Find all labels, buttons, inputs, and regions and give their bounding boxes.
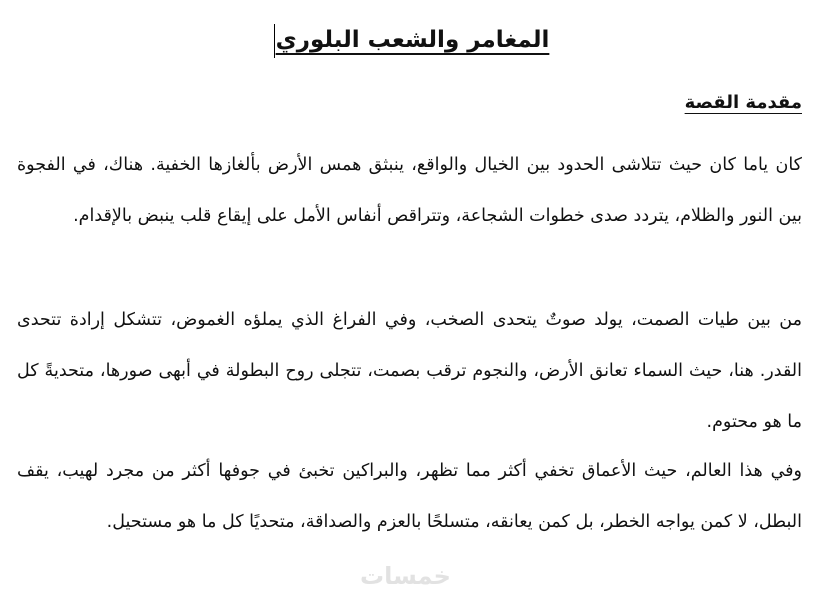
section-heading: مقدمة القصة [684, 92, 802, 113]
paragraph-1: كان ياما كان حيث تتلاشى الحدود بين الخيال والواقع، ينبثق همس الأرض بألغازها الخفية. هناك، في الفجوة بين النور والظلام، يتردد صدى خطوات الشجاعة، وتتراقص أنفاس الأمل على إيقاع قلب ينبض بالإقدام. [17, 155, 802, 226]
document-title[interactable] [0, 22, 823, 58]
text-cursor [274, 24, 275, 58]
paragraph-2: من بين طيات الصمت، يولد صوتٌ يتحدى الصخب، وفي الفراغ الذي يملؤه الغموض، تتشكل إرادة تتحدى القدر. هنا، حيث السماء تعانق الأرض، والنجوم ترقب بصمت، تتجلى روح البطولة في أبهى صورها، متحديةً كل ما هو محتوم. [17, 310, 802, 432]
paragraph-3: وفي هذا العالم، حيث الأعماق تخفي أكثر مما تظهر، والبراكين تخبئ في جوفها أكثر من مجرد لهيب، يقف البطل، لا كمن يواجه الخطر، بل كمن يعانقه، متسلحًا بالعزم والصداقة، متحديًا كل ما هو مستحيل. [17, 461, 802, 532]
document-title-text: المغامر والشعب البلوري [275, 27, 550, 53]
watermark-logo: خمسات [360, 562, 451, 590]
